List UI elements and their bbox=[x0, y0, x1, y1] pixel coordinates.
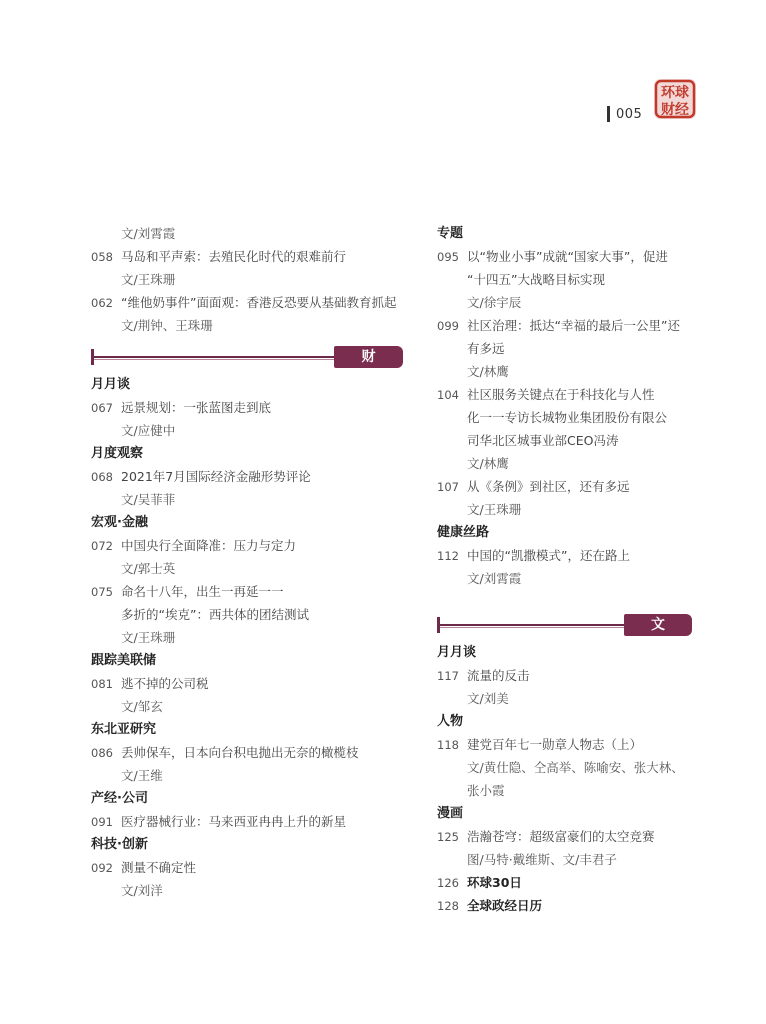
toc-author: 文/王珠珊 bbox=[121, 272, 176, 287]
section-heading: 科技·创新 bbox=[91, 837, 148, 852]
toc-author: 文/荆钟、王珠珊 bbox=[121, 318, 213, 333]
toc-author: 文/林鹰 bbox=[467, 456, 509, 471]
toc-author: 文/邹玄 bbox=[121, 699, 163, 714]
toc-entry[interactable]: 062 “维他奶事件”面面观：香港反恐要从基础教育抓起 bbox=[91, 295, 397, 310]
toc-entry[interactable]: 125 浩瀚苍穹：超级富豪们的太空竞赛 bbox=[437, 829, 655, 844]
toc-author: 文/王珠珊 bbox=[121, 630, 176, 645]
toc-author: 张小霞 bbox=[467, 783, 505, 798]
toc-entry[interactable]: 092 测量不确定性 bbox=[91, 860, 197, 875]
section-heading: 月月谈 bbox=[437, 645, 477, 660]
toc-author: 文/刘霄霞 bbox=[467, 571, 522, 586]
toc-author: 文/刘美 bbox=[467, 691, 509, 706]
page-number-text: 005 bbox=[616, 106, 643, 122]
page-number bbox=[607, 104, 642, 124]
section-heading: 健康丝路 bbox=[437, 525, 490, 540]
toc-author: 文/王维 bbox=[121, 768, 163, 783]
toc-entry[interactable]: 072 中国央行全面降准：压力与定力 bbox=[91, 538, 297, 553]
toc-entry[interactable]: 091 医疗器械行业：马来西亚冉冉上升的新星 bbox=[91, 814, 347, 829]
toc-entry[interactable]: 104 社区服务关键点在于科技化与人性 bbox=[437, 387, 655, 402]
toc-author: 文/郭士英 bbox=[121, 561, 176, 576]
toc-entry-continuation[interactable]: 多折的“埃克”：西共体的团结测试 bbox=[121, 607, 309, 622]
toc-entry-continuation[interactable]: 化一一专访长城物业集团股份有限公 bbox=[467, 410, 668, 425]
section-heading: 东北亚研究 bbox=[91, 722, 157, 737]
toc-entry[interactable]: 107 从《条例》到社区，还有多远 bbox=[437, 479, 630, 494]
toc-entry[interactable]: 067 远景规划：一张蓝图走到底 bbox=[91, 400, 272, 415]
page-number-bar bbox=[607, 106, 610, 122]
toc-entry-continuation[interactable]: “十四五”大战略目标实现 bbox=[467, 272, 605, 287]
section-heading: 月度观察 bbox=[91, 446, 144, 461]
toc-entry[interactable]: 126 环球30日 bbox=[437, 875, 522, 890]
toc-entry[interactable]: 128 全球政经日历 bbox=[437, 898, 543, 913]
toc-entry[interactable]: 099 社区治理：抵达“幸福的最后一公里”还 bbox=[437, 318, 680, 333]
toc-author: 文/吴菲菲 bbox=[121, 492, 176, 507]
section-heading: 漫画 bbox=[437, 806, 464, 821]
section-heading: 跟踪美联储 bbox=[91, 653, 157, 668]
toc-entry[interactable]: 112 中国的“凯撒模式”，还在路上 bbox=[437, 548, 630, 563]
section-label-finance: 财经 bbox=[334, 346, 403, 368]
toc-entry[interactable]: 117 流量的反击 bbox=[437, 668, 530, 683]
section-heading: 人物 bbox=[437, 714, 464, 729]
toc-entry[interactable]: 075 命名十八年，出生一再延一一 bbox=[91, 584, 284, 599]
toc-author: 文/刘霄霞 bbox=[121, 226, 176, 241]
toc-author: 文/林鹰 bbox=[467, 364, 509, 379]
section-heading: 月月谈 bbox=[91, 377, 131, 392]
toc-author: 文/黄仕隐、仝高举、陈喻安、张大林、 bbox=[467, 760, 684, 775]
svg-text:环球: 环球 bbox=[661, 85, 689, 101]
toc-entry[interactable]: 068 2021年7月国际经济金融形势评论 bbox=[91, 469, 311, 484]
toc-entry-continuation[interactable]: 有多远 bbox=[467, 341, 505, 356]
section-label-culture: 文化 bbox=[624, 614, 692, 636]
magazine-logo bbox=[652, 77, 698, 121]
toc-right-column bbox=[437, 222, 699, 917]
toc-author: 文/王珠珊 bbox=[467, 502, 522, 517]
toc-entry-continuation[interactable]: 司华北区城事业部CEO冯涛 bbox=[467, 433, 619, 448]
section-heading: 产经·公司 bbox=[91, 791, 148, 806]
toc-entry[interactable]: 081 逃不掉的公司税 bbox=[91, 676, 209, 691]
toc-author: 图/马特·戴维斯、文/丰君子 bbox=[467, 852, 617, 867]
section-heading: 专题 bbox=[437, 226, 464, 241]
toc-entry[interactable]: 095 以“物业小事”成就“国家大事”，促进 bbox=[437, 249, 668, 264]
toc-author: 文/徐宇辰 bbox=[467, 295, 522, 310]
toc-entry[interactable]: 058 马岛和平声索：去殖民化时代的艰难前行 bbox=[91, 249, 347, 264]
toc-author: 文/应健中 bbox=[121, 423, 176, 438]
toc-entry[interactable]: 086 丢帅保车，日本向台积电抛出无奈的橄榄枝 bbox=[91, 745, 359, 760]
toc-left-column bbox=[91, 222, 411, 902]
section-heading: 宏观·金融 bbox=[91, 515, 148, 530]
toc-entry[interactable]: 118 建党百年七一勋章人物志（上） bbox=[437, 737, 643, 752]
svg-text:财经: 财经 bbox=[661, 102, 689, 118]
toc-author: 文/刘洋 bbox=[121, 883, 163, 898]
